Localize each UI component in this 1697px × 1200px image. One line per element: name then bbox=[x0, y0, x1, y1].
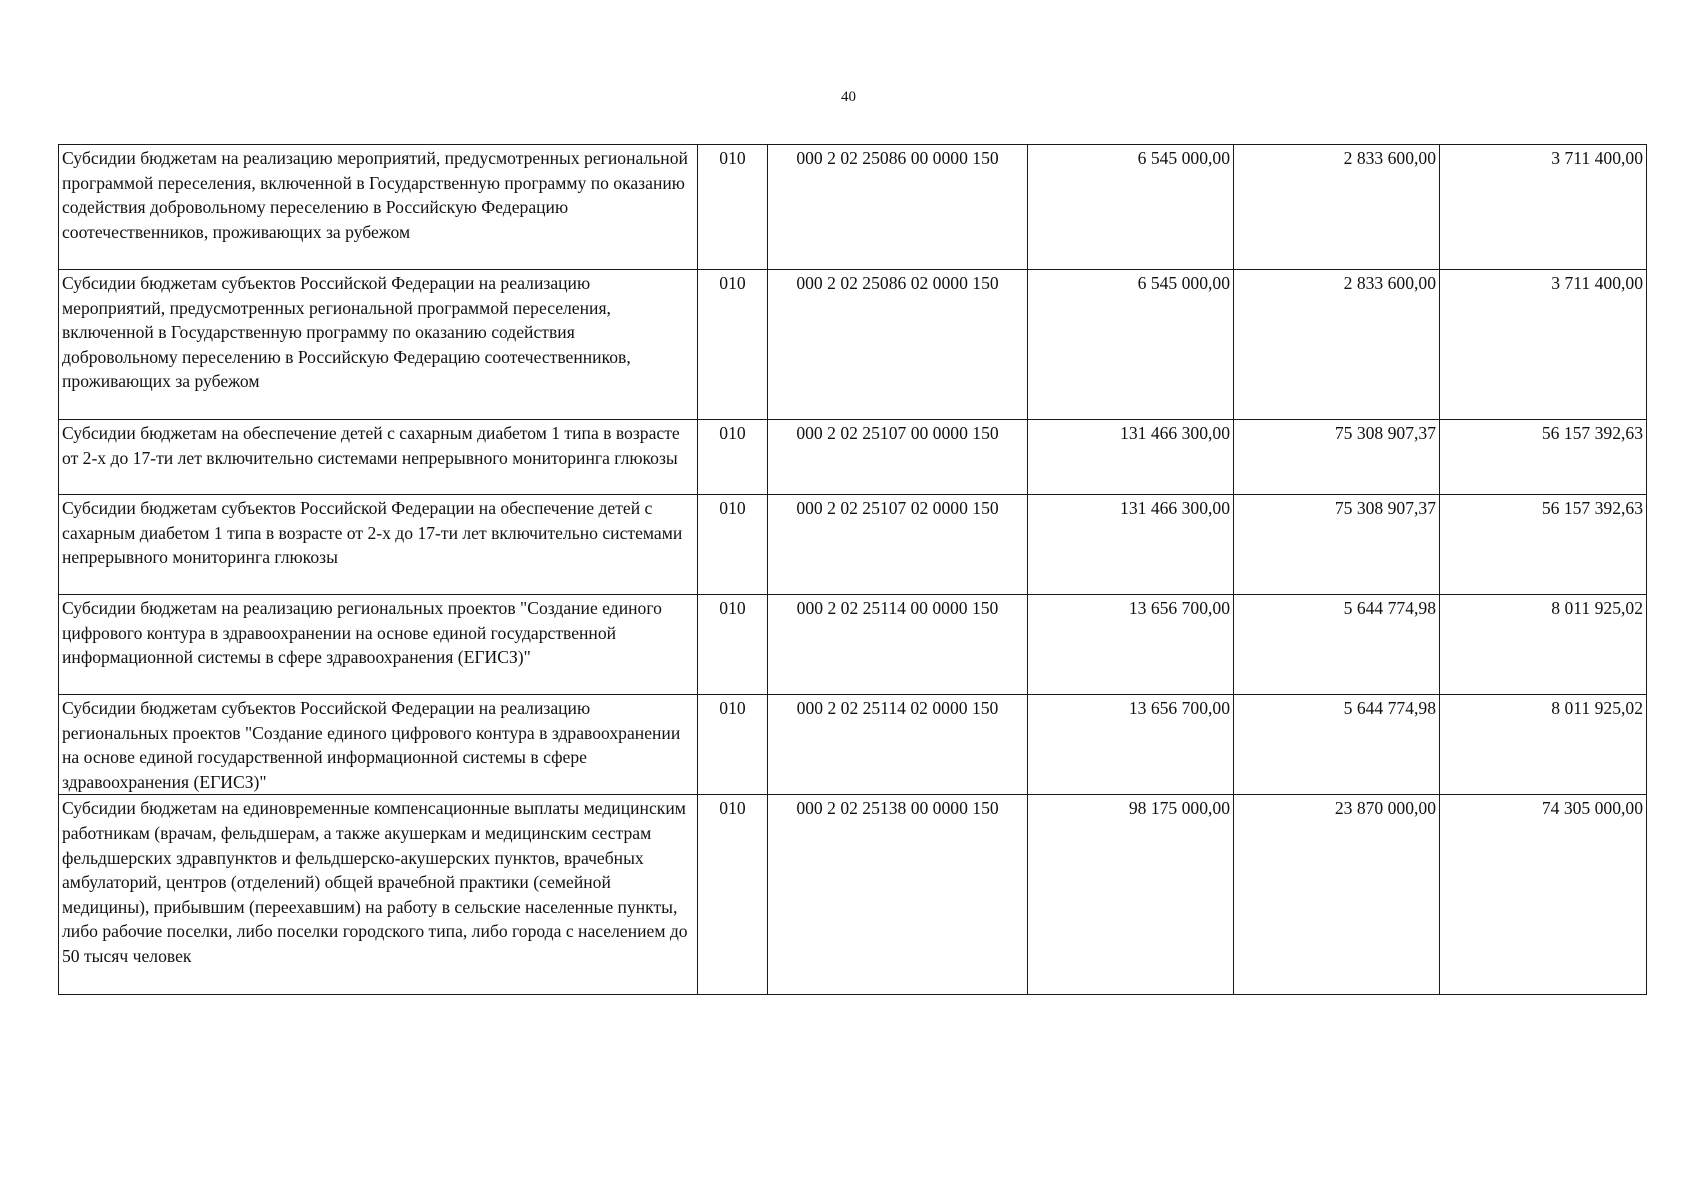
row-name-cell: Субсидии бюджетам субъектов Российской Федерации на обеспечение детей с сахарным диабетом 1 типа в возрасте от 2-х до 17-ти лет включительно системами непрерывного мониторинга глюкозы bbox=[59, 495, 698, 595]
row-admin-code-cell: 010 bbox=[698, 270, 768, 420]
row-plan-cell: 13 656 700,00 bbox=[1028, 695, 1234, 795]
row-admin-code-cell: 010 bbox=[698, 795, 768, 995]
table-row bbox=[59, 270, 1647, 420]
table-row bbox=[59, 695, 1647, 795]
row-admin-code-cell: 010 bbox=[698, 595, 768, 695]
row-admin-code-cell: 010 bbox=[698, 695, 768, 795]
row-name-cell: Субсидии бюджетам субъектов Российской Федерации на реализацию региональных проектов "Создание единого цифрового контура в здравоохранении на основе единой государственной информационной системы в сфере здравоохранения (ЕГИСЗ)" bbox=[59, 695, 698, 795]
table-row bbox=[59, 795, 1647, 995]
row-remaining-cell: 8 011 925,02 bbox=[1440, 595, 1647, 695]
row-remaining-cell: 8 011 925,02 bbox=[1440, 695, 1647, 795]
row-executed-cell: 2 833 600,00 bbox=[1234, 145, 1440, 270]
row-name-cell: Субсидии бюджетам на обеспечение детей с сахарным диабетом 1 типа в возрасте от 2-х до 17-ти лет включительно системами непрерывного мониторинга глюкозы bbox=[59, 420, 698, 495]
table-row bbox=[59, 595, 1647, 695]
row-executed-cell: 5 644 774,98 bbox=[1234, 595, 1440, 695]
row-budget-code-cell: 000 2 02 25107 02 0000 150 bbox=[768, 495, 1028, 595]
budget-table bbox=[58, 144, 1647, 995]
row-plan-cell: 131 466 300,00 bbox=[1028, 420, 1234, 495]
row-budget-code-cell: 000 2 02 25114 02 0000 150 bbox=[768, 695, 1028, 795]
row-admin-code-cell: 010 bbox=[698, 145, 768, 270]
row-budget-code-cell: 000 2 02 25138 00 0000 150 bbox=[768, 795, 1028, 995]
table-row bbox=[59, 420, 1647, 495]
row-executed-cell: 23 870 000,00 bbox=[1234, 795, 1440, 995]
table-row bbox=[59, 495, 1647, 595]
row-executed-cell: 75 308 907,37 bbox=[1234, 495, 1440, 595]
page-number: 40 bbox=[841, 89, 856, 105]
row-remaining-cell: 74 305 000,00 bbox=[1440, 795, 1647, 995]
table-row bbox=[59, 145, 1647, 270]
row-budget-code-cell: 000 2 02 25114 00 0000 150 bbox=[768, 595, 1028, 695]
row-remaining-cell: 3 711 400,00 bbox=[1440, 145, 1647, 270]
row-name-cell: Субсидии бюджетам на реализацию мероприятий, предусмотренных региональной программой переселения, включенной в Государственную программу по оказанию содействия добровольному переселению в Российскую Федерацию соотечественников, проживающих за рубежом bbox=[59, 145, 698, 270]
row-remaining-cell: 56 157 392,63 bbox=[1440, 420, 1647, 495]
row-remaining-cell: 3 711 400,00 bbox=[1440, 270, 1647, 420]
row-executed-cell: 75 308 907,37 bbox=[1234, 420, 1440, 495]
row-plan-cell: 13 656 700,00 bbox=[1028, 595, 1234, 695]
row-admin-code-cell: 010 bbox=[698, 495, 768, 595]
row-executed-cell: 2 833 600,00 bbox=[1234, 270, 1440, 420]
row-remaining-cell: 56 157 392,63 bbox=[1440, 495, 1647, 595]
row-admin-code-cell: 010 bbox=[698, 420, 768, 495]
row-plan-cell: 98 175 000,00 bbox=[1028, 795, 1234, 995]
row-name-cell: Субсидии бюджетам на единовременные компенсационные выплаты медицинским работникам (врачам, фельдшерам, а также акушеркам и медицинским сестрам фельдшерских здравпунктов и фельдшерско-акушерских пунктов, врачебных амбулаторий, центров (отделений) общей врачебной практики (семейной медицины), прибывшим (переехавшим) на работу в сельские населенные пункты, либо рабочие поселки, либо поселки городского типа, либо города с населением до 50 тысяч человек bbox=[59, 795, 698, 995]
row-plan-cell: 6 545 000,00 bbox=[1028, 145, 1234, 270]
row-name-cell: Субсидии бюджетам на реализацию региональных проектов "Создание единого цифрового контура в здравоохранении на основе единой государственной информационной системы в сфере здравоохранения (ЕГИСЗ)" bbox=[59, 595, 698, 695]
row-budget-code-cell: 000 2 02 25107 00 0000 150 bbox=[768, 420, 1028, 495]
row-plan-cell: 131 466 300,00 bbox=[1028, 495, 1234, 595]
row-plan-cell: 6 545 000,00 bbox=[1028, 270, 1234, 420]
row-name-cell: Субсидии бюджетам субъектов Российской Федерации на реализацию мероприятий, предусмотренных региональной программой переселения, включенной в Государственную программу по оказанию содействия добровольному переселению в Российскую Федерацию соотечественников, проживающих за рубежом bbox=[59, 270, 698, 420]
row-budget-code-cell: 000 2 02 25086 00 0000 150 bbox=[768, 145, 1028, 270]
row-executed-cell: 5 644 774,98 bbox=[1234, 695, 1440, 795]
row-budget-code-cell: 000 2 02 25086 02 0000 150 bbox=[768, 270, 1028, 420]
